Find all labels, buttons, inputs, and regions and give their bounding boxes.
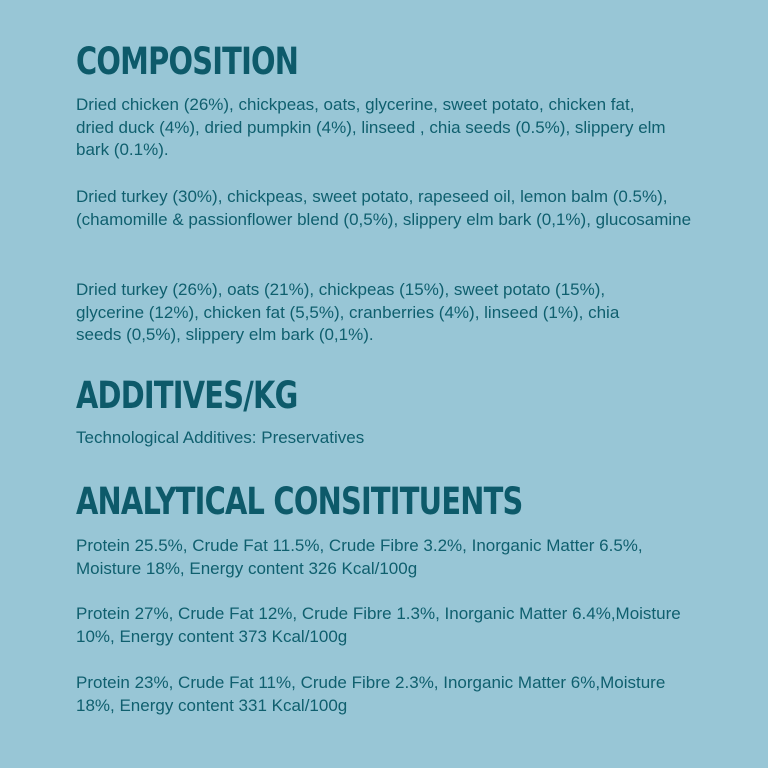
additives-text: Technological Additives: Preservatives bbox=[76, 428, 365, 447]
analytical-paragraph-2: Protein 27%, Crude Fat 12%, Crude Fibre 1.3%, Inorganic Matter 6.4%,Moisture 10%, Energy content 373 Kcal/100g bbox=[76, 604, 681, 646]
composition-paragraph-3: Dried turkey (26%), oats (21%), chickpeas (15%), sweet potato (15%), glycerine (12%), chicken fat (5,5%), cranberries (4%), linseed (1%), chia seeds (0,5%), slippery elm bark (0,1%). bbox=[76, 280, 620, 344]
analytical-paragraph-3: Protein 23%, Crude Fat 11%, Crude Fibre 2.3%, Inorganic Matter 6%,Moisture 18%, Energy content 331 Kcal/100g bbox=[76, 673, 666, 715]
composition-paragraph-1: Dried chicken (26%), chickpeas, oats, glycerine, sweet potato, chicken fat, dried duck (4%), dried pumpkin (4%), linseed , chia seeds (0.5%), slippery elm bark (0.1%). bbox=[76, 95, 666, 159]
additives-heading: ADDITIVES/KG bbox=[76, 374, 298, 417]
composition-paragraph-2: Dried turkey (30%), chickpeas, sweet potato, rapeseed oil, lemon balm (0.5%), (chamomille & passionflower blend (0,5%), slippery elm bark (0,1%), glucosamine bbox=[76, 187, 692, 229]
analytical-constituents-heading: ANALYTICAL CONSITITUENTS bbox=[76, 480, 523, 523]
analytical-paragraph-1: Protein 25.5%, Crude Fat 11.5%, Crude Fibre 3.2%, Inorganic Matter 6.5%, Moisture 18%, Energy content 326 Kcal/100g bbox=[76, 536, 643, 578]
composition-heading: COMPOSITION bbox=[76, 40, 299, 83]
